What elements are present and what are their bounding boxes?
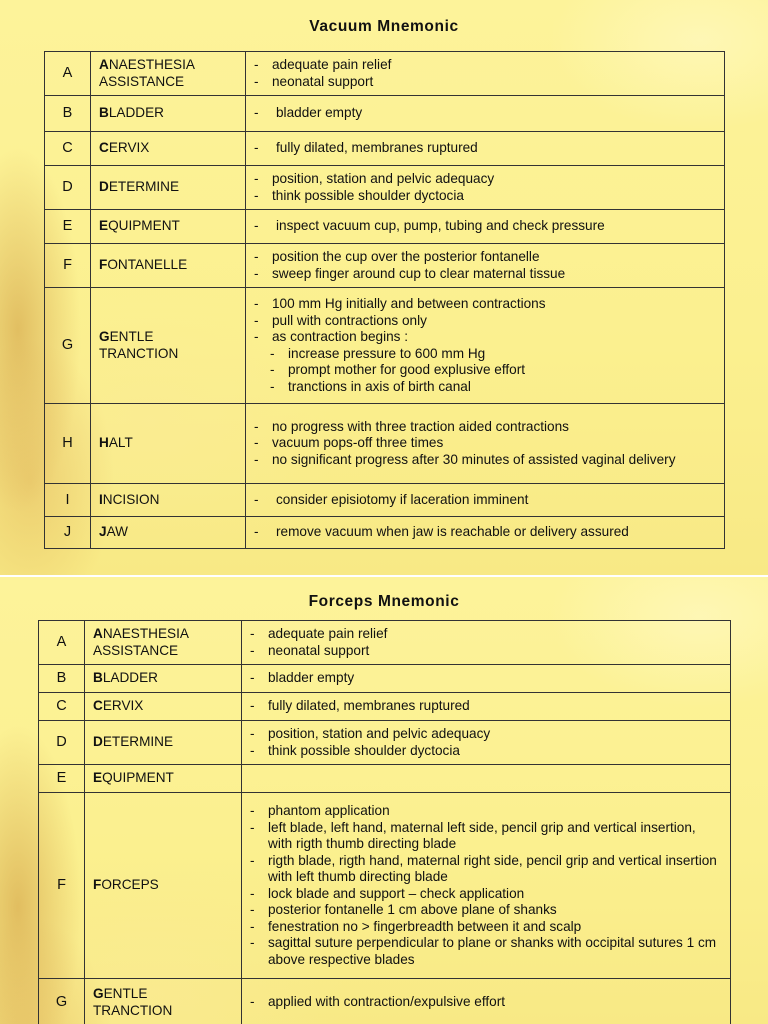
row-word bbox=[91, 166, 246, 210]
word-rest: ERVIX bbox=[102, 698, 144, 714]
table-row bbox=[45, 484, 725, 517]
note-item: - lock blade and support – check application bbox=[250, 886, 722, 903]
word-rest: NAESTHESIA ASSISTANCE bbox=[99, 57, 195, 89]
note-item: - adequate pain relief bbox=[250, 626, 722, 643]
note-item: - fully dilated, membranes ruptured bbox=[254, 140, 716, 157]
note-item: - inspect vacuum cup, pump, tubing and check pressure bbox=[254, 218, 716, 235]
word-initial: G bbox=[93, 986, 104, 1001]
word-rest: NCISION bbox=[102, 491, 160, 507]
row-notes bbox=[242, 765, 731, 793]
row-word bbox=[91, 517, 246, 549]
table-row bbox=[45, 210, 725, 244]
note-item: - fully dilated, membranes ruptured bbox=[250, 698, 722, 715]
row-letter: J bbox=[45, 517, 91, 549]
row-letter: F bbox=[39, 793, 85, 979]
note-item: - increase pressure to 600 mm Hg bbox=[254, 346, 716, 363]
row-word bbox=[85, 793, 242, 979]
note-item: - bladder empty bbox=[254, 105, 716, 122]
row-word bbox=[85, 665, 242, 693]
word-rest: ALT bbox=[108, 435, 133, 451]
row-word bbox=[91, 404, 246, 484]
word-rest: ENTLE TRANCTION bbox=[99, 329, 179, 361]
word-initial: G bbox=[99, 329, 110, 344]
note-item: - no significant progress after 30 minutes of assisted vaginal delivery bbox=[254, 452, 716, 469]
note-item: - adequate pain relief bbox=[254, 57, 716, 74]
row-letter: F bbox=[45, 244, 91, 288]
table-row bbox=[39, 665, 731, 693]
note-item: - posterior fontanelle 1 cm above plane of shanks bbox=[250, 902, 722, 919]
note-item: - vacuum pops-off three times bbox=[254, 435, 716, 452]
row-letter: I bbox=[45, 484, 91, 517]
row-notes bbox=[242, 793, 731, 979]
table-row bbox=[39, 793, 731, 979]
table-row bbox=[45, 517, 725, 549]
row-letter: D bbox=[39, 721, 85, 765]
note-item: - no progress with three traction aided contractions bbox=[254, 419, 716, 436]
row-notes bbox=[246, 288, 725, 404]
row-letter: B bbox=[39, 665, 85, 693]
row-letter: D bbox=[45, 166, 91, 210]
word-rest: NAESTHESIA ASSISTANCE bbox=[93, 626, 189, 658]
word-rest: ORCEPS bbox=[101, 877, 159, 893]
row-notes bbox=[242, 665, 731, 693]
note-item: - as contraction begins : bbox=[254, 329, 716, 346]
row-word bbox=[91, 244, 246, 288]
row-word bbox=[85, 765, 242, 793]
note-item: - pull with contractions only bbox=[254, 313, 716, 330]
row-letter: A bbox=[45, 52, 91, 96]
table-row bbox=[45, 52, 725, 96]
row-word bbox=[91, 132, 246, 166]
table-row bbox=[45, 96, 725, 132]
row-notes bbox=[242, 979, 731, 1024]
word-rest: QUIPMENT bbox=[108, 218, 180, 234]
vacuum-table bbox=[44, 51, 725, 549]
row-notes bbox=[242, 621, 731, 665]
note-item: - tranctions in axis of birth canal bbox=[254, 379, 716, 396]
note-item: - fenestration no > fingerbreadth between it and scalp bbox=[250, 919, 722, 936]
row-notes bbox=[246, 166, 725, 210]
row-letter: G bbox=[45, 288, 91, 404]
table-row bbox=[45, 404, 725, 484]
row-word bbox=[91, 484, 246, 517]
word-rest: ENTLE TRANCTION bbox=[93, 986, 173, 1018]
note-item: - phantom application bbox=[250, 803, 722, 820]
note-item: - neonatal support bbox=[250, 643, 722, 660]
table-row bbox=[39, 765, 731, 793]
row-letter: C bbox=[45, 132, 91, 166]
row-notes bbox=[242, 721, 731, 765]
table-row bbox=[39, 621, 731, 665]
row-word bbox=[91, 210, 246, 244]
word-initial: J bbox=[99, 524, 107, 540]
word-rest: ETERMINE bbox=[108, 179, 180, 195]
forceps-title: Forceps Mnemonic bbox=[308, 593, 460, 610]
row-notes bbox=[246, 517, 725, 549]
word-initial: D bbox=[93, 734, 103, 750]
word-initial: H bbox=[99, 435, 109, 451]
row-word bbox=[91, 96, 246, 132]
note-item: - remove vacuum when jaw is reachable or delivery assured bbox=[254, 524, 716, 541]
note-item: - neonatal support bbox=[254, 74, 716, 91]
table-row bbox=[39, 721, 731, 765]
row-letter: C bbox=[39, 693, 85, 721]
note-item: - sagittal suture perpendicular to plane or shanks with occipital sutures 1 cm above respective blades bbox=[250, 935, 722, 968]
note-item: - position, station and pelvic adequacy bbox=[254, 171, 716, 188]
word-rest: ERVIX bbox=[108, 140, 150, 156]
word-rest: QUIPMENT bbox=[102, 770, 174, 786]
row-letter: G bbox=[39, 979, 85, 1024]
row-word bbox=[91, 288, 246, 404]
row-letter: A bbox=[39, 621, 85, 665]
note-item: - consider episiotomy if laceration imminent bbox=[254, 492, 716, 509]
row-word bbox=[85, 621, 242, 665]
row-notes bbox=[246, 244, 725, 288]
word-initial: C bbox=[93, 698, 103, 714]
row-notes bbox=[246, 484, 725, 517]
note-item: - position the cup over the posterior fontanelle bbox=[254, 249, 716, 266]
row-notes bbox=[246, 210, 725, 244]
row-letter: E bbox=[39, 765, 85, 793]
word-initial: B bbox=[99, 105, 109, 121]
table-row bbox=[45, 166, 725, 210]
note-item: - applied with contraction/expulsive effort bbox=[250, 994, 722, 1011]
word-initial: A bbox=[93, 626, 103, 641]
row-word bbox=[85, 721, 242, 765]
table-row bbox=[45, 132, 725, 166]
word-initial: I bbox=[99, 491, 103, 507]
word-initial: D bbox=[99, 179, 109, 195]
word-rest: ETERMINE bbox=[102, 734, 174, 750]
row-letter: B bbox=[45, 96, 91, 132]
forceps-slide bbox=[0, 577, 768, 1024]
row-notes bbox=[246, 404, 725, 484]
table-row bbox=[45, 288, 725, 404]
row-word bbox=[91, 52, 246, 96]
note-item: - think possible shoulder dyctocia bbox=[254, 188, 716, 205]
note-item: - left blade, left hand, maternal left side, pencil grip and vertical insertion, with rigth thumb directing blade bbox=[250, 820, 722, 853]
row-word bbox=[85, 979, 242, 1024]
word-rest: LADDER bbox=[108, 105, 164, 121]
table-row bbox=[39, 693, 731, 721]
row-notes bbox=[246, 52, 725, 96]
word-initial: E bbox=[93, 770, 103, 786]
note-item: - rigth blade, rigth hand, maternal right side, pencil grip and vertical insertion with left thumb directing blade bbox=[250, 853, 722, 886]
note-item: - think possible shoulder dyctocia bbox=[250, 743, 722, 760]
word-initial: F bbox=[99, 257, 108, 273]
word-initial: C bbox=[99, 140, 109, 156]
note-item: - 100 mm Hg initially and between contractions bbox=[254, 296, 716, 313]
note-item: - bladder empty bbox=[250, 670, 722, 687]
table-row bbox=[39, 979, 731, 1024]
vacuum-title: Vacuum Mnemonic bbox=[309, 18, 459, 35]
note-item: - sweep finger around cup to clear maternal tissue bbox=[254, 266, 716, 283]
word-initial: E bbox=[99, 218, 109, 234]
word-initial: A bbox=[99, 57, 109, 72]
forceps-table bbox=[38, 620, 731, 1024]
word-initial: F bbox=[93, 877, 102, 893]
word-rest: AW bbox=[106, 524, 128, 540]
word-rest: ONTANELLE bbox=[107, 257, 188, 273]
note-item: - position, station and pelvic adequacy bbox=[250, 726, 722, 743]
row-notes bbox=[246, 96, 725, 132]
note-item: - prompt mother for good explusive effort bbox=[254, 362, 716, 379]
word-rest: LADDER bbox=[102, 670, 158, 686]
row-notes bbox=[242, 693, 731, 721]
word-initial: B bbox=[93, 670, 103, 686]
row-word bbox=[85, 693, 242, 721]
table-row bbox=[45, 244, 725, 288]
row-letter: E bbox=[45, 210, 91, 244]
row-letter: H bbox=[45, 404, 91, 484]
row-notes bbox=[246, 132, 725, 166]
